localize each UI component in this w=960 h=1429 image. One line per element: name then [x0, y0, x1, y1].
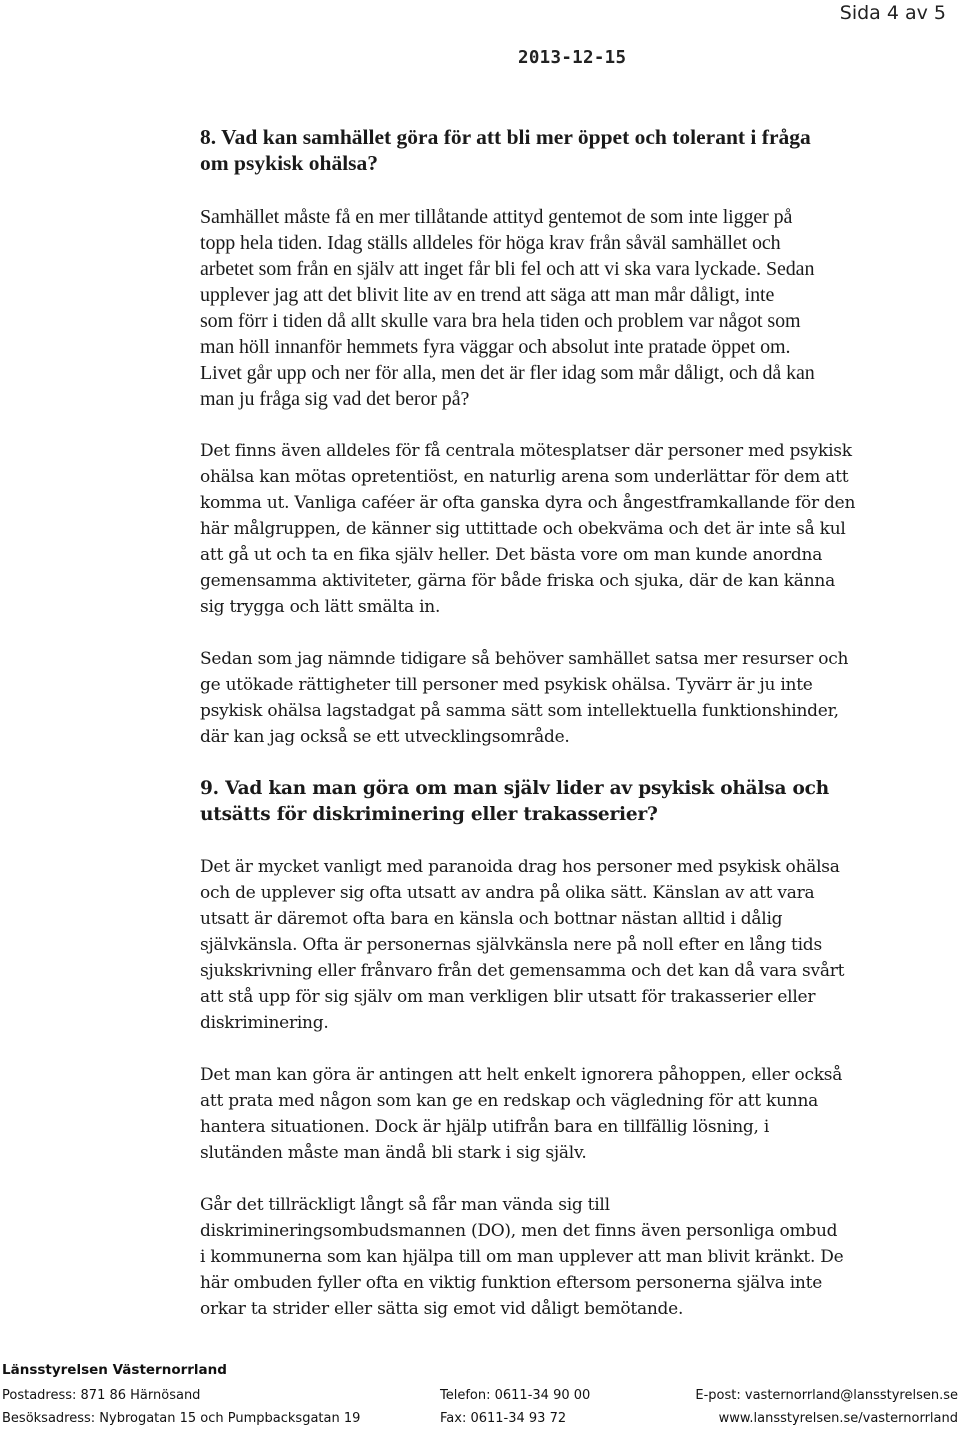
text-line: upplever jag att det blivit lite av en trend att säga att man mår dåligt, inte	[200, 284, 775, 306]
text-line: Livet går upp och ner för alla, men det är fler idag som mår dåligt, och då kan	[200, 362, 815, 384]
text-line: Samhället måste få en mer tillåtande attityd gentemot de som inte ligger på	[200, 206, 793, 228]
answer-8-paragraph-3	[200, 646, 920, 750]
answer-8-paragraph-2	[200, 438, 920, 620]
text-line: Går det tillräckligt långt så får man vända sig till	[200, 1195, 610, 1215]
text-line: att gå ut och ta en fika själv heller. Det bästa vore om man kunde anordna	[200, 545, 823, 565]
text-line: sjukskrivning eller frånvaro från det gemensamma och det kan då vara svårt	[200, 961, 845, 981]
text-line: Det är mycket vanligt med paranoida drag hos personer med psykisk ohälsa	[200, 857, 840, 877]
question-8-heading	[200, 124, 920, 176]
text-line: som förr i tiden då allt skulle vara bra hela tiden och problem var något som	[200, 310, 801, 332]
text-line: här målgruppen, de känner sig uttittade och obekväma och det är inte så kul	[200, 519, 846, 539]
footer-postal-address: Postadress: 871 86 Härnösand	[2, 1388, 201, 1403]
footer-row-1	[0, 1388, 960, 1406]
page-number: Sida 4 av 5	[839, 2, 946, 24]
text-line: i kommunerna som kan hjälpa till om man upplever att man blivit kränkt. De	[200, 1247, 844, 1267]
heading-line: 9. Vad kan man göra om man själv lider av psykisk ohälsa och	[200, 778, 829, 799]
text-line: sig trygga och lätt smälta in.	[200, 597, 441, 617]
footer-website: www.lansstyrelsen.se/vasternorrland	[718, 1411, 958, 1426]
text-line: gemensamma aktiviteter, gärna för både friska och sjuka, där de kan känna	[200, 571, 835, 591]
text-line: man ju fråga sig vad det beror på?	[200, 388, 470, 410]
text-line: här ombuden fyller ofta en viktig funktion eftersom personerna själva inte	[200, 1273, 823, 1293]
footer-organization: Länsstyrelsen Västernorrland	[2, 1362, 227, 1378]
text-line: man höll innanför hemmets fyra väggar och absolut inte pratade öppet om.	[200, 336, 791, 358]
document-body	[200, 124, 920, 1348]
text-line: Sedan som jag nämnde tidigare så behöver samhället satsa mer resurser och	[200, 649, 849, 669]
text-line: Det finns även alldeles för få centrala mötesplatser där personer med psykisk	[200, 441, 852, 461]
text-line: att prata med någon som kan ge en redskap och vägledning för att kunna	[200, 1091, 819, 1111]
text-line: hantera situationen. Dock är hjälp utifrån bara en tillfällig lösning, i	[200, 1117, 770, 1137]
heading-line: utsätts för diskriminering eller trakasserier?	[200, 804, 658, 825]
text-line: ohälsa kan mötas opretentiöst, en naturlig arena som underlättar för dem att	[200, 467, 849, 487]
text-line: och de upplever sig ofta utsatt av andra på olika sätt. Känslan av att vara	[200, 883, 815, 903]
footer-fax: Fax: 0611-34 93 72	[440, 1411, 567, 1426]
text-line: topp hela tiden. Idag ställs alldeles för höga krav från såväl samhället och	[200, 232, 781, 254]
answer-9-paragraph-2	[200, 1062, 920, 1166]
footer-row-2	[0, 1411, 960, 1429]
answer-8-paragraph-1	[200, 204, 920, 412]
text-line: där kan jag också se ett utvecklingsområde.	[200, 727, 570, 747]
text-line: självkänsla. Ofta är personernas självkänsla nere på noll efter en lång tids	[200, 935, 822, 955]
text-line: arbetet som från en själv att inget får bli fel och att vi ska vara lyckade. Sedan	[200, 258, 815, 280]
text-line: slutänden måste man ändå bli stark i sig själv.	[200, 1143, 587, 1163]
footer-phone: Telefon: 0611-34 90 00	[440, 1388, 591, 1403]
footer-email: E-post: vasternorrland@lansstyrelsen.se	[695, 1388, 958, 1403]
text-line: orkar ta strider eller sätta sig emot vid dåligt bemötande.	[200, 1299, 684, 1319]
text-line: diskriminering.	[200, 1013, 329, 1033]
text-line: ge utökade rättigheter till personer med psykisk ohälsa. Tyvärr är ju inte	[200, 675, 813, 695]
document-date: 2013-12-15	[518, 48, 627, 68]
text-line: Det man kan göra är antingen att helt enkelt ignorera påhoppen, eller också	[200, 1065, 843, 1085]
text-line: komma ut. Vanliga caféer är ofta ganska dyra och ångestframkallande för den	[200, 493, 856, 513]
answer-9-paragraph-3	[200, 1192, 920, 1322]
footer-visiting-address: Besöksadress: Nybrogatan 15 och Pumpbacksgatan 19	[2, 1411, 361, 1426]
question-9-heading	[200, 776, 920, 828]
text-line: utsatt är däremot ofta bara en känsla och bottnar nästan alltid i dålig	[200, 909, 783, 929]
answer-9-paragraph-1	[200, 854, 920, 1036]
text-line: psykisk ohälsa lagstadgat på samma sätt som intellektuella funktionshinder,	[200, 701, 839, 721]
text-line: att stå upp för sig själv om man verkligen blir utsatt för trakasserier eller	[200, 987, 816, 1007]
heading-line: om psykisk ohälsa?	[200, 151, 379, 175]
heading-line: 8. Vad kan samhället göra för att bli mer öppet och tolerant i fråga	[200, 125, 811, 149]
text-line: diskrimineringsombudsmannen (DO), men det finns även personliga ombud	[200, 1221, 838, 1241]
